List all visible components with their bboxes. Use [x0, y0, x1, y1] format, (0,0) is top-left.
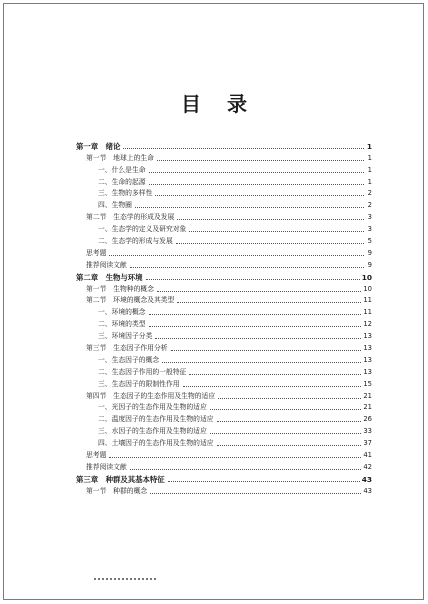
toc-entry	[76, 187, 372, 199]
toc-page-number: 2	[367, 189, 372, 198]
toc-entry-label: 一、环境的概念	[98, 308, 146, 317]
toc-dot-leader	[123, 148, 364, 149]
toc-entry	[76, 424, 372, 436]
toc-dot-leader	[146, 279, 360, 280]
toc-dot-leader	[155, 195, 364, 196]
toc-entry	[76, 448, 372, 460]
toc-dot-leader	[177, 302, 361, 303]
table-of-contents	[76, 139, 372, 496]
toc-entry	[76, 198, 372, 210]
toc-page-number: 3	[367, 213, 372, 222]
toc-entry	[76, 472, 372, 484]
toc-entry	[76, 389, 372, 401]
toc-entry	[76, 282, 372, 294]
toc-dot-leader	[217, 445, 362, 446]
toc-entry-label: 思考题	[86, 451, 107, 460]
toc-entry	[76, 270, 372, 282]
toc-page-number: 15	[363, 379, 372, 388]
toc-dot-leader	[149, 314, 362, 315]
toc-dot-leader	[150, 493, 361, 494]
toc-page-number: 43	[363, 486, 372, 495]
toc-page-number: 12	[363, 320, 372, 329]
toc-entry-label: 第三章 种群及其基本特征	[76, 474, 165, 484]
toc-dot-leader	[109, 457, 361, 458]
toc-page-number: 10	[363, 284, 372, 293]
toc-dot-leader	[210, 409, 362, 410]
toc-page-number: 26	[363, 415, 372, 424]
toc-dot-leader	[130, 267, 364, 268]
toc-entry	[76, 353, 372, 365]
toc-dot-leader	[189, 231, 364, 232]
toc-entry-label: 推荐阅读文献	[86, 462, 127, 471]
toc-entry	[76, 139, 372, 151]
toc-dot-leader	[157, 160, 364, 161]
toc-page-number: 37	[363, 439, 372, 448]
toc-entry-label: 第二节 生态学的形成及发展	[86, 213, 175, 222]
toc-page-number: 1	[367, 153, 372, 162]
toc-page-number: 11	[363, 308, 372, 317]
toc-entry-label: 二、温度因子的生态作用及生物的适应	[98, 415, 214, 424]
toc-entry	[76, 258, 372, 270]
toc-entry	[76, 401, 372, 413]
toc-entry	[76, 294, 372, 306]
toc-page-number: 13	[363, 332, 372, 341]
toc-page-number: 9	[367, 248, 372, 257]
toc-entry-label: 第一节 地球上的生命	[86, 153, 154, 162]
toc-dot-leader	[135, 207, 364, 208]
toc-entry-label: 第二节 环境的概念及其类型	[86, 296, 175, 305]
toc-entry-label: 三、环境因子分类	[98, 332, 153, 341]
page-title: 目录	[181, 92, 273, 116]
toc-entry-label: 一、什么是生命	[98, 165, 146, 174]
toc-entry	[76, 484, 372, 496]
toc-entry-label: 第三节 生态因子作用分析	[86, 344, 168, 353]
toc-entry-label: 一、光因子的生态作用及生物的适应	[98, 403, 207, 412]
toc-entry	[76, 163, 372, 175]
toc-entry	[76, 412, 372, 424]
toc-page-number: 3	[367, 225, 372, 234]
toc-page-number: 21	[363, 391, 372, 400]
toc-page-number: 1	[367, 177, 372, 186]
toc-dot-leader	[189, 374, 361, 375]
toc-dot-leader	[149, 172, 364, 173]
toc-entry-label: 四、生物圈	[98, 201, 132, 210]
toc-dot-leader	[177, 219, 364, 220]
toc-dot-leader	[162, 362, 361, 363]
toc-page-number: 43	[361, 474, 372, 484]
toc-entry-label: 二、生态学的形成与发展	[98, 237, 173, 246]
toc-page-number: 5	[367, 237, 372, 246]
toc-entry	[76, 246, 372, 258]
toc-page-number: 10	[361, 272, 372, 282]
toc-dot-leader	[109, 255, 364, 256]
toc-entry-label: 第二章 生物与环境	[76, 272, 143, 282]
toc-page-number: 1	[366, 141, 372, 151]
toc-dot-leader	[149, 326, 362, 327]
toc-dot-leader	[157, 291, 361, 292]
toc-page-number: 13	[363, 367, 372, 376]
toc-page-number: 13	[363, 344, 372, 353]
toc-entry-label: 第四节 生态因子的生态作用及生物的适应	[86, 391, 216, 400]
toc-entry	[76, 460, 372, 472]
toc-entry	[76, 317, 372, 329]
toc-entry-label: 第一节 种群的概念	[86, 486, 148, 495]
toc-entry	[76, 222, 372, 234]
toc-dot-leader	[210, 433, 362, 434]
toc-entry	[76, 305, 372, 317]
page-footer-mark	[94, 578, 156, 580]
toc-dot-leader	[176, 243, 364, 244]
toc-entry-label: 三、生态因子的限制性作用	[98, 379, 180, 388]
toc-entry	[76, 210, 372, 222]
toc-entry-label: 一、生态因子的概念	[98, 355, 160, 364]
toc-dot-leader	[130, 469, 362, 470]
toc-entry-label: 推荐阅读文献	[86, 260, 127, 269]
toc-entry-label: 二、环境的类型	[98, 320, 146, 329]
toc-entry	[76, 341, 372, 353]
toc-entry	[76, 234, 372, 246]
toc-entry	[76, 151, 372, 163]
toc-entry	[76, 377, 372, 389]
toc-dot-leader	[217, 421, 362, 422]
toc-entry-label: 思考题	[86, 248, 107, 257]
toc-dot-leader	[149, 184, 364, 185]
toc-page-number: 13	[363, 355, 372, 364]
toc-entry-label: 第一节 生物种的概念	[86, 284, 154, 293]
toc-entry-label: 二、生命的起源	[98, 177, 146, 186]
toc-page-number: 42	[363, 462, 372, 471]
toc-dot-leader	[155, 338, 361, 339]
toc-dot-leader	[171, 350, 362, 351]
toc-entry-label: 一、生态学的定义及研究对象	[98, 225, 187, 234]
toc-entry-label: 第一章 绪论	[76, 141, 121, 151]
toc-page-number: 9	[367, 260, 372, 269]
toc-entry	[76, 436, 372, 448]
toc-page-number: 33	[363, 427, 372, 436]
toc-entry-label: 四、土壤因子的生态作用及生物的适应	[98, 439, 214, 448]
toc-entry-label: 三、生物的多样性	[98, 189, 153, 198]
toc-entry-label: 二、生态因子作用的一般特征	[98, 367, 187, 376]
toc-entry	[76, 329, 372, 341]
toc-entry	[76, 365, 372, 377]
toc-dot-leader	[168, 481, 360, 482]
toc-dot-leader	[183, 386, 362, 387]
toc-entry-label: 三、水因子的生态作用及生物的适应	[98, 427, 207, 436]
toc-page-number: 2	[367, 201, 372, 210]
toc-page-number: 41	[363, 451, 372, 460]
toc-page-number: 21	[363, 403, 372, 412]
toc-entry	[76, 175, 372, 187]
toc-page-number: 1	[367, 165, 372, 174]
toc-dot-leader	[218, 398, 361, 399]
toc-page-number: 11	[363, 296, 372, 305]
